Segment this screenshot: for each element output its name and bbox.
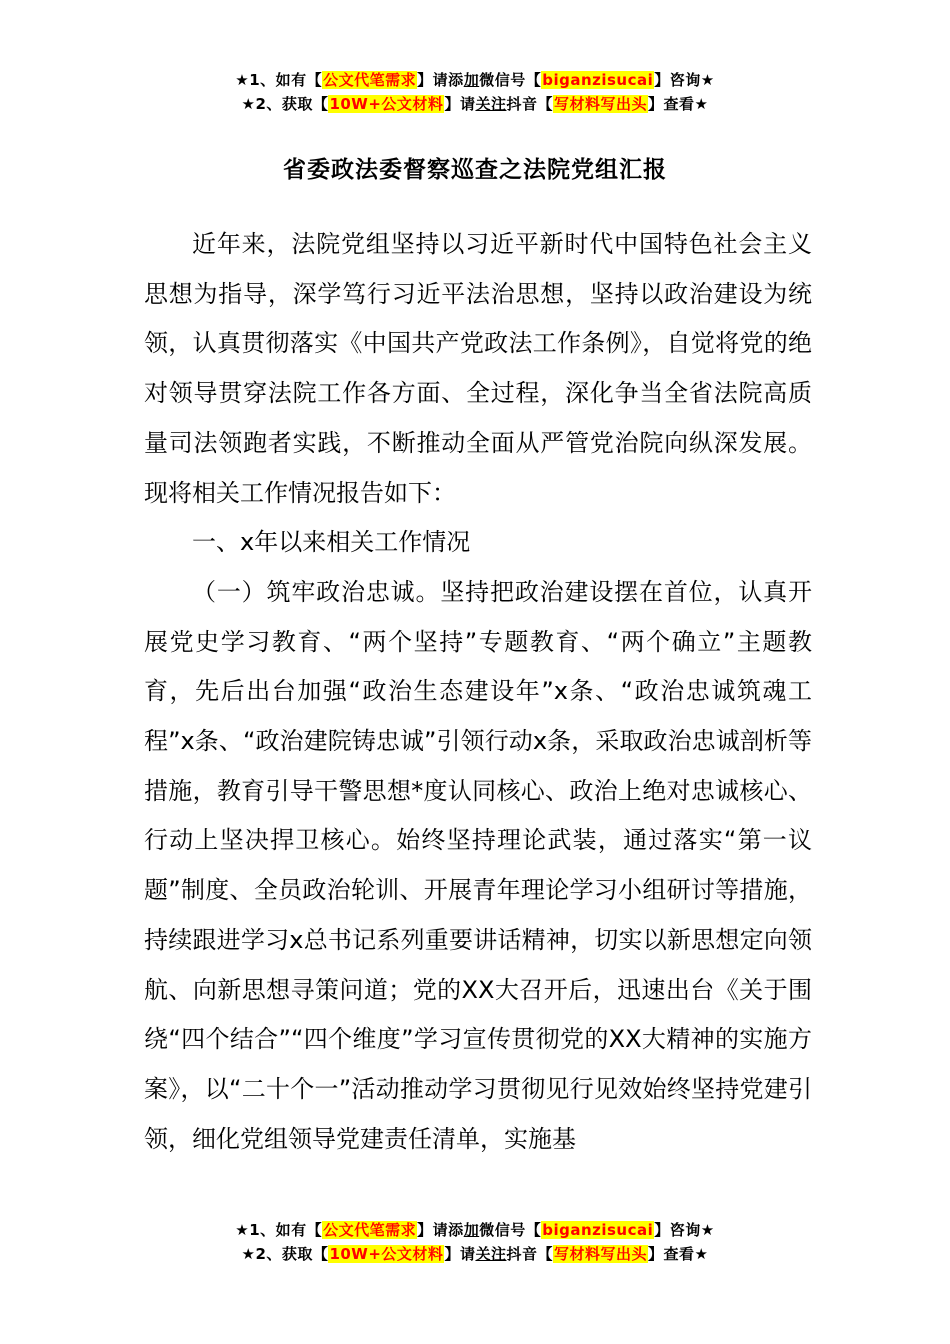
document-body xyxy=(144,220,812,1164)
highlight-douyin: 写材料写出头 xyxy=(553,95,647,113)
banner-line-2: ★2、获取【10W+公文材料】请关注抖音【写材料写出头】查看★ xyxy=(241,95,709,113)
bottom-banner xyxy=(0,1218,950,1266)
highlight-douyin: 写材料写出头 xyxy=(553,1245,647,1263)
highlight-wechat-id: biganzisucai xyxy=(542,71,654,89)
banner-line-1: ★1、如有【公文代笔需求】请添加微信号【biganzisucai】咨询★ xyxy=(235,71,715,89)
section-heading: 一、x年以来相关工作情况 xyxy=(192,528,471,557)
body-paragraph: （一）筑牢政治忠诚。坚持把政治建设摆在首位，认真开展党史学习教育、“两个坚持”专题教育、“两个确立”主题教育，先后出台加强“政治生态建设年”x条、“政治忠诚筑魂工程”x条、“政治建院铸忠诚”引领行动x条，采取政治忠诚剖析等措施，教育引导干警思想*度认同核心、政治上绝对忠诚核心、行动上坚决捍卫核心。始终坚持理论武装，通过落实“第一议题”制度、全员政治轮训、开展青年理论学习小组研讨等措施，持续跟进学习x总书记系列重要讲话精神，切实以新思想定向领航、向新思想寻策问道；党的XX大召开后，迅速出台《关于围绕“四个结合”“四个维度”学习宣传贯彻党的XX大精神的实施方案》，以“二十个一”活动推动学习贯彻见行见效始终坚持党建引领，细化党组领导党建责任清单，实施基 xyxy=(144,577,812,1153)
highlight-materials: 10W+公文材料 xyxy=(329,95,444,113)
top-banner xyxy=(0,68,950,116)
intro-paragraph: 近年来，法院党组坚持以习近平新时代中国特色社会主义思想为指导，深学笃行习近平法治思想，坚持以政治建设为统领，认真贯彻落实《中国共产党政法工作条例》，自觉将党的绝对领导贯穿法院工作各方面、全过程，深化争当全省法院高质量司法领跑者实践，不断推动全面从严管党治院向纵深发展。现将相关工作情况报告如下： xyxy=(144,230,812,507)
banner-line-2: ★2、获取【10W+公文材料】请关注抖音【写材料写出头】查看★ xyxy=(241,1245,709,1263)
highlight-ghostwriting: 公文代笔需求 xyxy=(323,71,417,89)
highlight-materials: 10W+公文材料 xyxy=(329,1245,444,1263)
highlight-ghostwriting: 公文代笔需求 xyxy=(323,1221,417,1239)
document-title: 省委政法委督察巡查之法院党组汇报 xyxy=(283,157,667,183)
highlight-wechat-id: biganzisucai xyxy=(542,1221,654,1239)
banner-line-1: ★1、如有【公文代笔需求】请添加微信号【biganzisucai】咨询★ xyxy=(235,1221,715,1239)
